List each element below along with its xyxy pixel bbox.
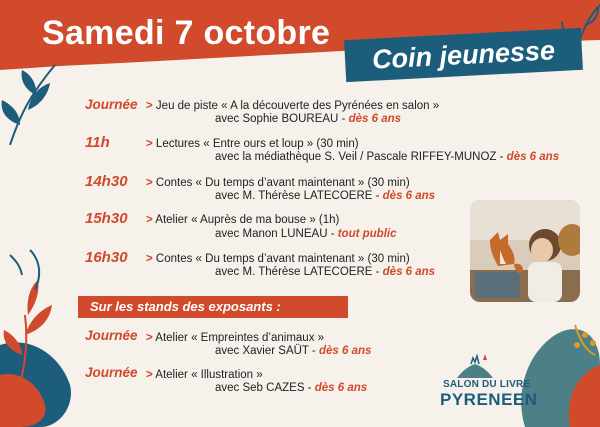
time-label: 11h xyxy=(85,134,110,151)
host-name: avec Seb CAZES - xyxy=(215,382,315,394)
logo-text-top: SALON DU LIVRE xyxy=(443,379,531,390)
arrow-icon: > xyxy=(146,369,153,381)
page-title: Samedi 7 octobre xyxy=(42,14,331,52)
activity-line xyxy=(146,331,324,345)
time-label: Journée xyxy=(85,365,138,380)
age-badge: dès 6 ans xyxy=(382,266,436,278)
activity-line xyxy=(146,137,359,151)
host-line xyxy=(215,151,559,163)
age-badge: dès 6 ans xyxy=(314,382,368,394)
arrow-icon: > xyxy=(146,100,153,112)
activity-line xyxy=(146,368,263,382)
time-label: Journée xyxy=(85,328,138,343)
host-line xyxy=(215,228,396,240)
activity-title: Atelier « Auprès de ma bouse » (1h) xyxy=(155,214,340,226)
age-badge: dès 6 ans xyxy=(318,345,372,357)
host-name: avec M. Thérèse LATECOERE - xyxy=(215,190,383,202)
host-name: avec la médiathèque S. Veil / Pascale RIFFEY-MUNOZ - xyxy=(215,151,507,163)
time-label: 14h30 xyxy=(85,173,128,190)
plant-decoration-bottom-left xyxy=(0,235,80,427)
activity-title: Contes « Du temps d’avant maintenant » (30 min) xyxy=(155,177,410,189)
arrow-icon: > xyxy=(146,138,153,150)
host-name: avec M. Thérèse LATECOERE - xyxy=(215,266,383,278)
stands-heading-band xyxy=(78,296,348,318)
age-badge: dès 6 ans xyxy=(348,113,402,125)
host-name: avec Xavier SAÜT - xyxy=(215,345,319,357)
host-name: avec Manon LUNEAU - xyxy=(215,228,338,240)
arrow-icon: > xyxy=(146,253,153,265)
logo-text-bottom: PYRENEEN xyxy=(440,390,538,409)
activity-line xyxy=(146,99,439,113)
leaf-decoration-top-left xyxy=(0,55,70,145)
host-name: avec Sophie BOUREAU - xyxy=(215,113,349,125)
age-badge: dès 6 ans xyxy=(382,190,436,202)
stands-heading: Sur les stands des exposants : xyxy=(90,299,281,314)
activity-title: Jeu de piste « A la découverte des Pyrénées en salon » xyxy=(155,100,440,112)
time-label: Journée xyxy=(85,97,138,112)
host-line xyxy=(215,266,435,278)
activity-title: Atelier « Empreintes d’animaux » xyxy=(155,332,325,344)
arrow-icon: > xyxy=(146,214,153,226)
age-badge: tout public xyxy=(337,228,397,240)
children-fox-photo xyxy=(470,200,580,302)
host-line xyxy=(215,190,435,202)
host-line xyxy=(215,345,371,357)
activity-title: Contes « Du temps d’avant maintenant » (30 min) xyxy=(155,253,410,265)
time-label: 15h30 xyxy=(85,210,128,227)
salon-logo-icon xyxy=(455,352,495,380)
arrow-icon: > xyxy=(146,177,153,189)
activity-line xyxy=(146,252,410,266)
time-label: 16h30 xyxy=(85,249,128,266)
section-badge-label: Coin jeunesse xyxy=(371,34,556,75)
activity-line xyxy=(146,176,410,190)
host-line xyxy=(215,382,367,394)
activity-title: Lectures « Entre ours et loup » (30 min) xyxy=(155,138,359,150)
host-line xyxy=(215,113,401,125)
arrow-icon: > xyxy=(146,332,153,344)
age-badge: dès 6 ans xyxy=(506,151,560,163)
activity-line xyxy=(146,213,339,227)
activity-title: Atelier « Illustration » xyxy=(155,369,263,381)
